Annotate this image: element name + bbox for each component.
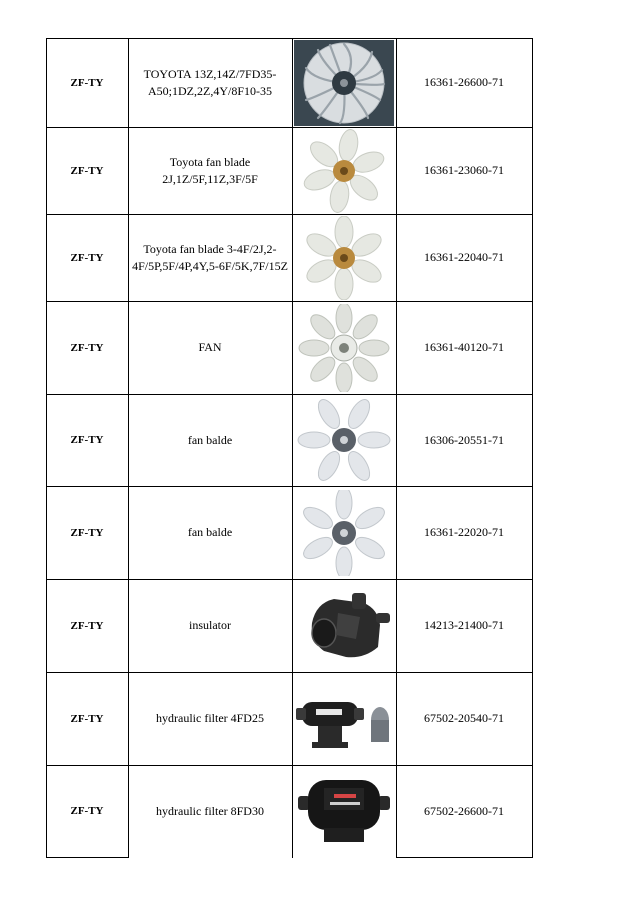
table-row (46, 486, 532, 579)
brand-cell: ZF-TY (70, 526, 104, 539)
part-number-cell: 14213-21400-71 (424, 618, 504, 632)
brand-cell: ZF-TY (70, 434, 104, 446)
hydraulic-filter-icon (294, 768, 394, 854)
part-number-cell: 16361-26600-71 (424, 75, 504, 89)
table-row (46, 394, 532, 486)
table-border (532, 38, 533, 858)
part-number-cell: 16361-40120-71 (424, 340, 504, 354)
table-row (46, 765, 532, 857)
product-image (292, 672, 396, 765)
description-cell: FAN (198, 340, 222, 354)
brand-cell: ZF-TY (70, 712, 104, 725)
part-number-cell: 16306-20551-71 (424, 432, 504, 447)
product-image (292, 127, 396, 214)
product-image (292, 486, 396, 579)
description-cell: hydraulic filter 4FD25 (156, 711, 264, 725)
fan-blade-icon (294, 397, 394, 483)
brand-cell: ZF-TY (70, 341, 104, 354)
table-border (396, 857, 532, 858)
brand-cell: ZF-TY (70, 164, 104, 177)
brand-cell: ZF-TY (70, 619, 104, 632)
part-number-cell: 16361-22040-71 (424, 250, 504, 264)
description-cell: fan balde (187, 432, 233, 447)
fan-blade-icon (294, 490, 394, 576)
table-row (46, 672, 532, 765)
fan-blade-icon (294, 129, 394, 213)
brand-cell: ZF-TY (70, 76, 104, 89)
product-image (292, 579, 396, 672)
fan-icon (294, 40, 394, 126)
product-image (292, 394, 396, 486)
description-cell: TOYOTA 13Z,14Z/7FD35-A50;1DZ,2Z,4Y/8F10-35 (143, 66, 277, 98)
table-row (46, 301, 532, 394)
hydraulic-filter-icon (294, 676, 394, 762)
insulator-icon (294, 583, 394, 669)
description-cell: hydraulic filter 8FD30 (156, 803, 264, 818)
table-row (46, 127, 532, 214)
description-cell: insulator (189, 618, 231, 632)
part-number-cell: 67502-26600-71 (424, 803, 504, 818)
product-image (292, 301, 396, 394)
brand-cell: ZF-TY (70, 805, 104, 817)
part-number-cell: 16361-22020-71 (424, 525, 504, 539)
fan-blade-icon (294, 304, 394, 392)
brand-cell: ZF-TY (70, 251, 104, 264)
description-cell: fan balde (187, 525, 233, 539)
table-border (46, 857, 128, 858)
product-image (292, 765, 396, 857)
table-row (46, 579, 532, 672)
product-image (292, 38, 396, 127)
table-row (46, 38, 532, 127)
description-cell: Toyota fan blade 3-4F/2J,2-4F/5P,5F/4P,4Y,5-6F/5K,7F/15Z (132, 241, 288, 273)
table-row (46, 214, 532, 301)
part-number-cell: 16361-23060-71 (424, 163, 504, 177)
product-image (292, 214, 396, 301)
description-cell: Toyota fan blade 2J,1Z/5F,11Z,3F/5F (162, 154, 258, 186)
part-number-cell: 67502-20540-71 (424, 711, 504, 725)
fan-blade-icon (294, 216, 394, 300)
